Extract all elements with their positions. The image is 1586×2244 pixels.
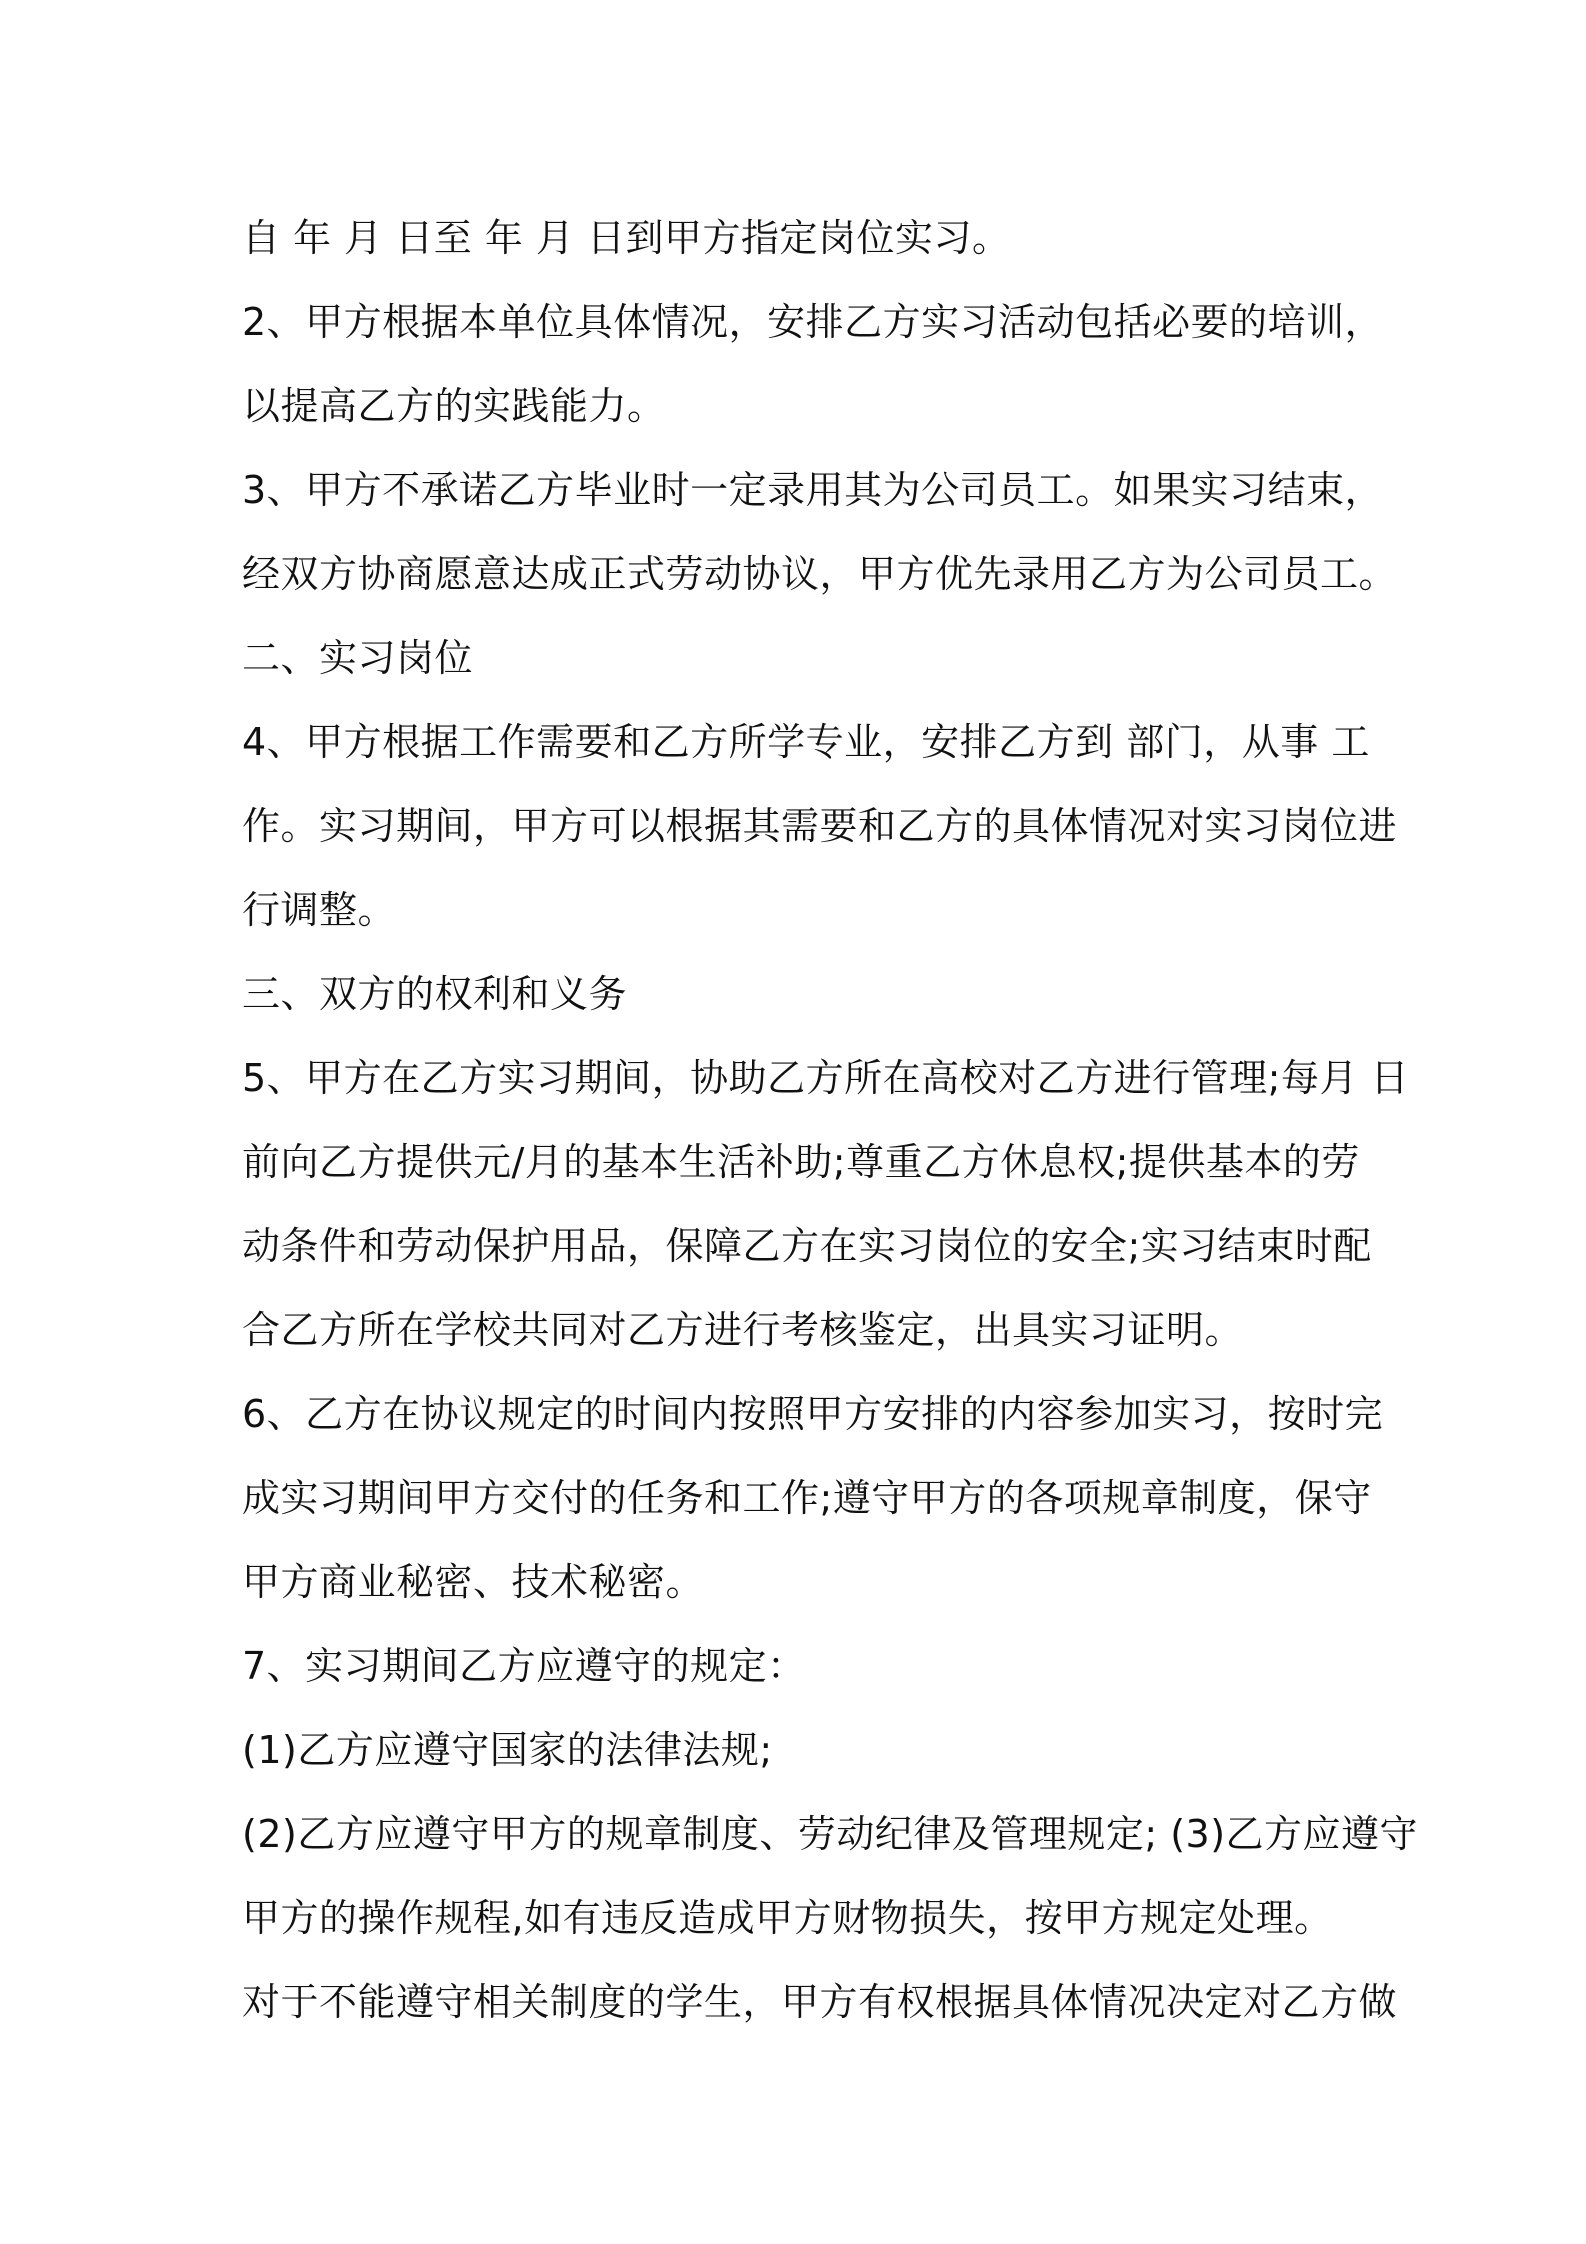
text-line: 自 年 月 日至 年 月 日到甲方指定岗位实习。 (242, 216, 1011, 260)
clause-4-line-3: 行调整。 (242, 888, 397, 932)
clause-7-item-1: (1)乙方应遵守国家的法律法规; (242, 1728, 773, 1772)
clause-7-heading: 7、实习期间乙方应遵守的规定： (242, 1644, 806, 1688)
clause-6-line-2: 成实习期间甲方交付的任务和工作;遵守甲方的各项规章制度，保守 (242, 1476, 1372, 1520)
clause-2-line-2: 以提高乙方的实践能力。 (242, 384, 666, 428)
closing-line: 对于不能遵守相关制度的学生，甲方有权根据具体情况决定对乙方做 (242, 1980, 1398, 2024)
clause-3-line-2: 经双方协商愿意达成正式劳动协议，甲方优先录用乙方为公司员工。 (242, 552, 1398, 596)
clause-6-line-3: 甲方商业秘密、技术秘密。 (242, 1560, 705, 1604)
clause-5-line-4: 合乙方所在学校共同对乙方进行考核鉴定，出具实习证明。 (242, 1308, 1244, 1352)
clause-6-line-1: 6、乙方在协议规定的时间内按照甲方安排的内容参加实习，按时完 (242, 1392, 1384, 1436)
clause-4-line-2: 作。实习期间，甲方可以根据其需要和乙方的具体情况对实习岗位进 (242, 804, 1398, 848)
section-heading-internship-position: 二、实习岗位 (242, 636, 474, 680)
clause-7-item-2-line-1: (2)乙方应遵守甲方的规章制度、劳动纪律及管理规定; (3)乙方应遵守 (242, 1812, 1419, 1856)
clause-2-line-1: 2、甲方根据本单位具体情况，安排乙方实习活动包括必要的培训， (242, 300, 1384, 344)
clause-5-line-1: 5、甲方在乙方实习期间，协助乙方所在高校对乙方进行管理;每月 日 (242, 1056, 1410, 1100)
clause-7-item-2-line-2: 甲方的操作规程,如有违反造成甲方财物损失，按甲方规定处理。 (242, 1896, 1333, 1940)
clause-4-line-1: 4、甲方根据工作需要和乙方所学专业，安排乙方到 部门，从事 工 (242, 720, 1370, 764)
clause-5-line-3: 动条件和劳动保护用品，保障乙方在实习岗位的安全;实习结束时配 (242, 1224, 1372, 1268)
clause-3-line-1: 3、甲方不承诺乙方毕业时一定录用其为公司员工。如果实习结束， (242, 468, 1384, 512)
document-body (242, 196, 1419, 2044)
clause-5-line-2: 前向乙方提供元/月的基本生活补助;尊重乙方休息权;提供基本的劳 (242, 1140, 1360, 1184)
section-heading-rights-obligations: 三、双方的权利和义务 (242, 972, 628, 1016)
